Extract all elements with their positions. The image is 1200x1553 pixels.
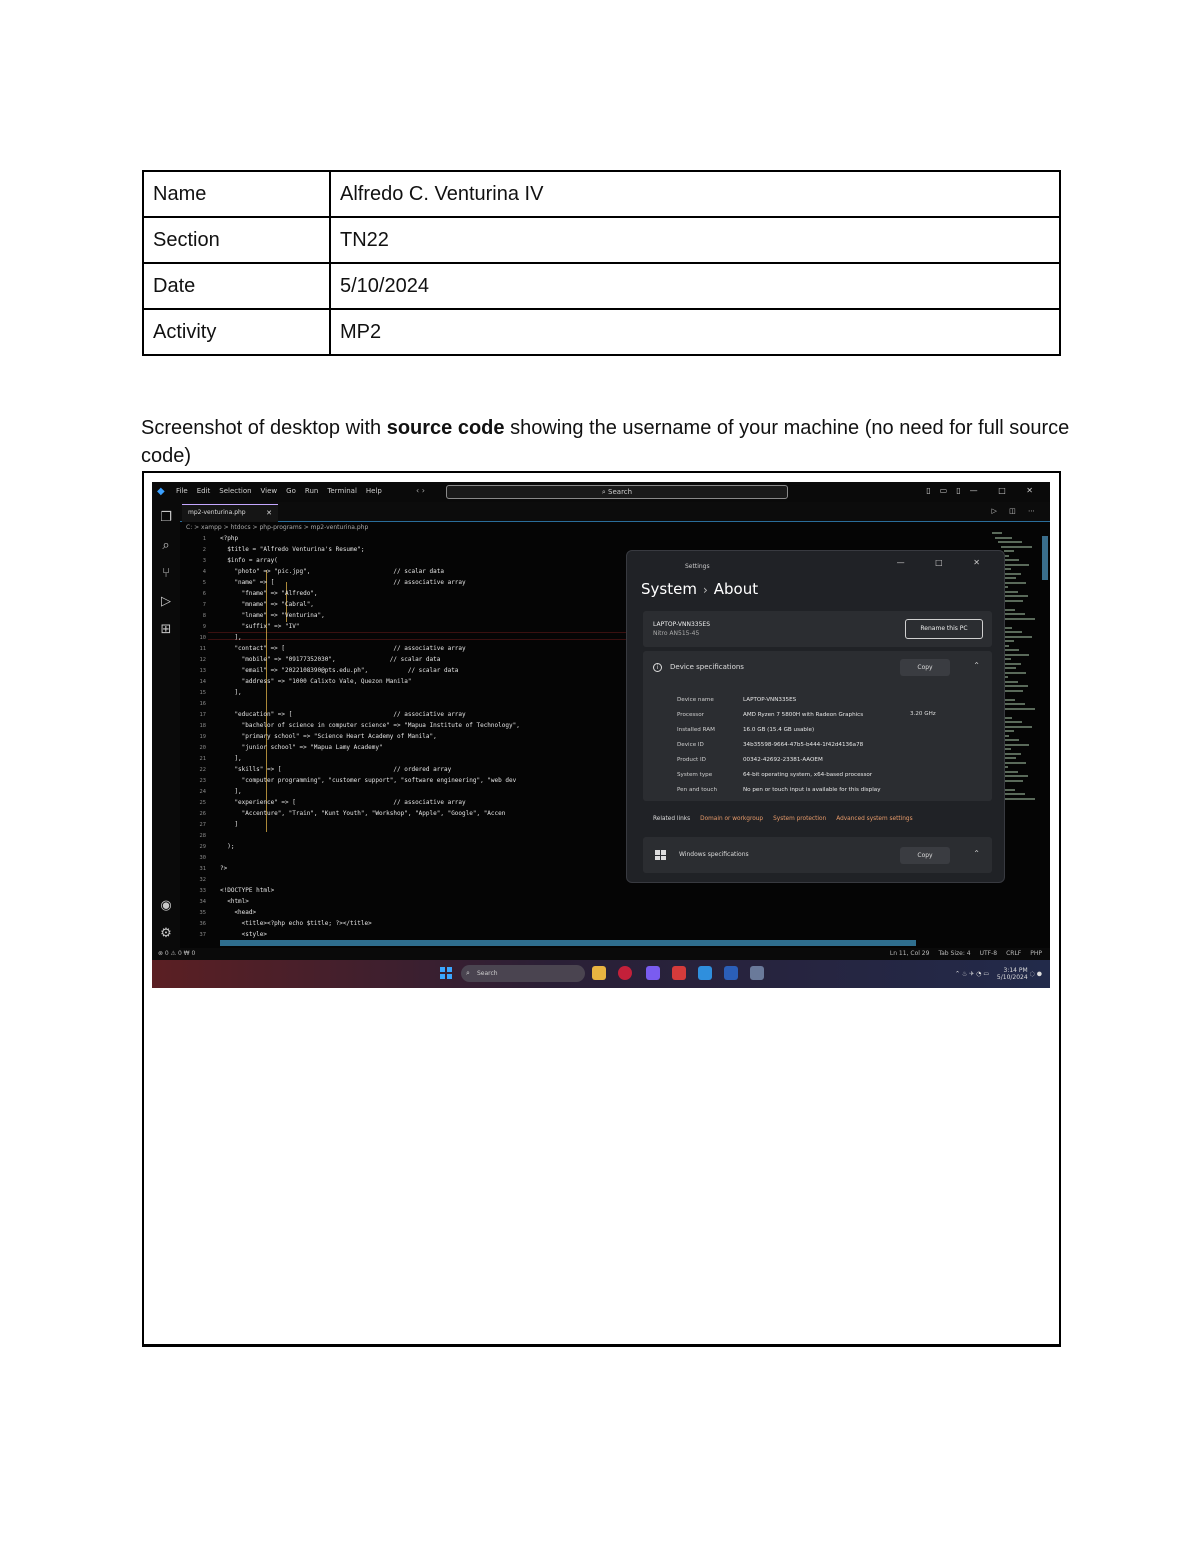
related-link[interactable]: Advanced system settings — [836, 816, 913, 822]
explorer-icon[interactable]: ❐ — [160, 510, 172, 525]
desktop-screenshot — [152, 482, 1050, 988]
code-line: "Accenture", "Train", "Kunt Youth", "Workshop", "Apple", "Google", "Accen — [220, 810, 506, 817]
line-number: 15 — [199, 690, 206, 696]
windows-taskbar — [152, 960, 1050, 988]
clock[interactable]: 3:14 PM 5/10/2024 — [996, 967, 1028, 981]
code-line: "lname" => "Venturina", — [220, 612, 325, 619]
info-row — [143, 263, 1060, 309]
rename-pc-button[interactable]: Rename this PC — [905, 619, 983, 639]
vscode-icon[interactable] — [698, 966, 712, 980]
code-line: ] — [220, 821, 239, 828]
line-number: 35 — [199, 910, 206, 916]
vertical-scrollbar[interactable] — [1042, 536, 1048, 580]
spec-row — [677, 742, 863, 748]
menu-item[interactable]: Edit — [196, 487, 211, 495]
page-title: System › About — [641, 580, 759, 598]
notification-icon[interactable]: ◌ ● — [1029, 970, 1042, 978]
activity-bar — [152, 502, 180, 960]
minimap-line — [995, 537, 1012, 539]
vscode-logo-icon: ◆ — [157, 486, 165, 497]
spec-value: No pen or touch input is available for this display — [743, 787, 881, 793]
code-line: "computer programming", "customer support", "software engineering", "web dev — [220, 777, 517, 784]
indent-guide — [266, 570, 267, 832]
info-value: Alfredo C. Venturina IV — [330, 171, 1060, 217]
code-line: <!DOCTYPE html> — [220, 887, 275, 894]
line-number: 29 — [199, 844, 206, 850]
code-line: ], — [220, 634, 242, 641]
line-number: 27 — [199, 822, 206, 828]
line-number: 20 — [199, 745, 206, 751]
line-number: 9 — [202, 624, 206, 630]
line-number: 26 — [199, 811, 206, 817]
line-number: 11 — [199, 646, 206, 652]
code-line: "fname" => "Alfredo", — [220, 590, 318, 597]
breadcrumb: C: > xampp > htdocs > php-programs > mp2-venturina.php — [186, 524, 369, 531]
line-number: 19 — [199, 734, 206, 740]
spec-row — [677, 712, 863, 718]
extensions-icon[interactable]: ⊞ — [160, 622, 172, 637]
code-line: $info = array( — [220, 557, 278, 564]
settings-app-icon[interactable] — [750, 966, 764, 980]
account-icon[interactable]: ◉ — [160, 898, 172, 913]
spec-row — [677, 772, 872, 778]
line-number: 28 — [199, 833, 206, 839]
status-bar — [152, 948, 1050, 960]
code-line: "name" => [ // associative array — [220, 579, 466, 586]
settings-window — [626, 550, 1005, 883]
menu-item[interactable]: Go — [286, 487, 296, 495]
spec-key: Device ID — [677, 742, 704, 748]
copy-device-specs-button[interactable]: Copy — [900, 659, 950, 676]
instruction-text: Screenshot of desktop with source code showing the username of your machine (no need for full source code) — [141, 417, 1070, 467]
code-line: "photo" => "pic.jpg", // scalar data — [220, 568, 444, 575]
pc-name-card — [643, 611, 992, 647]
line-number: 34 — [199, 899, 206, 905]
spec-row — [677, 727, 814, 733]
minimap-line — [992, 532, 1002, 534]
horizontal-scrollbar[interactable] — [220, 940, 916, 946]
run-debug-icon[interactable]: ▷ — [161, 594, 171, 609]
code-line: $title = "Alfredo Venturina's Resume"; — [220, 546, 365, 553]
line-number: 22 — [199, 767, 206, 773]
nav-arrows-icon[interactable]: ‹ › — [416, 486, 425, 495]
chevron-up-icon[interactable]: ⌃ — [973, 849, 980, 858]
info-label: Section — [143, 217, 330, 263]
menu-item[interactable]: Terminal — [327, 487, 357, 495]
problems-status[interactable]: ⊗ 0 ⚠ 0 ₩ 0 — [158, 950, 196, 957]
status-item[interactable]: CRLF — [1006, 950, 1022, 957]
minimap-line — [1001, 636, 1032, 638]
minimap-line — [1004, 618, 1035, 620]
menu-item[interactable]: View — [260, 487, 278, 495]
close-icon[interactable]: ✕ — [266, 509, 272, 517]
line-number: 14 — [199, 679, 206, 685]
line-number: 1 — [202, 536, 206, 542]
spec-key: Processor — [677, 712, 704, 718]
windows-specs-card: Windows specifications Copy ⌃ — [643, 837, 992, 873]
command-search[interactable]: ⌕ Search — [446, 485, 788, 499]
spec-row — [677, 787, 881, 793]
spec-value: 16.0 GB (15.4 GB usable) — [743, 727, 815, 733]
minimap-line — [1001, 726, 1032, 728]
editor-tabs — [180, 502, 1050, 522]
gear-icon[interactable]: ⚙ — [160, 926, 172, 941]
device-specs-header[interactable]: i Device specifications — [653, 663, 744, 672]
minimap-line — [1004, 663, 1021, 665]
line-number: 32 — [199, 877, 206, 883]
line-number: 7 — [202, 602, 206, 608]
spec-value: 00342-42692-23381-AAOEM — [743, 757, 823, 763]
search-icon[interactable]: ⌕ — [162, 538, 170, 553]
settings-window-controls-icon[interactable]: — □ ✕ — [896, 558, 994, 567]
current-line-highlight — [208, 632, 638, 640]
copy-windows-specs-button[interactable]: Copy — [900, 847, 950, 864]
minimap-line — [1004, 753, 1021, 755]
line-number: 18 — [199, 723, 206, 729]
info-label: Name — [143, 171, 330, 217]
spec-key: Pen and touch — [677, 787, 718, 793]
tab-mp2-file[interactable]: mp2-venturina.php ✕ — [182, 504, 278, 522]
line-number: 30 — [199, 855, 206, 861]
minimap-line — [1001, 546, 1032, 548]
line-number: 8 — [202, 613, 206, 619]
minimap-line — [1004, 798, 1035, 800]
line-number: 2 — [202, 547, 206, 553]
info-row — [143, 217, 1060, 263]
word-icon[interactable] — [724, 966, 738, 980]
device-specs-card — [643, 651, 992, 801]
info-value: 5/10/2024 — [330, 263, 1060, 309]
windows-start-icon[interactable] — [440, 967, 452, 979]
app-icon[interactable] — [672, 966, 686, 980]
minimap-line — [1004, 595, 1028, 597]
related-link[interactable]: Domain or workgroup — [700, 816, 764, 822]
system-tray — [955, 967, 1042, 981]
code-line: "suffix" => "IV" — [220, 623, 300, 630]
code-line: <style> — [220, 931, 267, 938]
line-number: 36 — [199, 921, 206, 927]
line-number: 17 — [199, 712, 206, 718]
minimap-line — [1004, 550, 1014, 552]
line-number: 16 — [199, 701, 206, 707]
instruction-bold: source code — [386, 417, 505, 439]
code-line: <title><?php echo $title; ?></title> — [220, 920, 372, 927]
related-link[interactable]: System protection — [773, 816, 827, 822]
menu-item[interactable]: Help — [365, 487, 382, 495]
search-icon: ⌕ — [466, 969, 470, 977]
minimap-line — [1004, 775, 1028, 777]
code-line: ?> — [220, 865, 228, 872]
spec-row — [677, 697, 796, 703]
status-item[interactable]: Ln 11, Col 29 — [889, 950, 930, 957]
taskbar-search[interactable]: ⌕ Search — [461, 965, 585, 982]
info-icon: i — [653, 663, 662, 672]
settings-title: Settings — [685, 563, 710, 570]
code-line: "education" => [ // associative array — [220, 711, 466, 718]
code-line: "address" => "1000 Calixto Vale, Quezon Manila" — [220, 678, 412, 685]
spec-key: Installed RAM — [677, 727, 715, 733]
vscode-titlebar — [152, 482, 1050, 502]
minimap-line — [1004, 730, 1014, 732]
code-line: "experience" => [ // associative array — [220, 799, 466, 806]
file-explorer-icon[interactable] — [592, 966, 606, 980]
info-row — [143, 309, 1060, 355]
line-number: 31 — [199, 866, 206, 872]
status-item[interactable]: UTF-8 — [979, 950, 998, 957]
line-number: 25 — [199, 800, 206, 806]
windows-logo-icon — [655, 850, 666, 860]
code-line: ], — [220, 689, 242, 696]
info-label: Activity — [143, 309, 330, 355]
line-number: 3 — [202, 558, 206, 564]
code-line: "junior school" => "Mapua Lamy Academy" — [220, 744, 383, 751]
info-label: Date — [143, 263, 330, 309]
processor-speed: 3.20 GHz — [910, 711, 936, 717]
code-line: "primary school" => "Science Heart Academy of Manila", — [220, 733, 437, 740]
spec-value: AMD Ryzen 7 5800H with Radeon Graphics — [743, 712, 864, 718]
line-number: 12 — [199, 657, 206, 663]
minimap-line — [1004, 640, 1014, 642]
info-value: TN22 — [330, 217, 1060, 263]
menu-item[interactable]: Selection — [219, 487, 252, 495]
code-line: "skills" => [ // ordered array — [220, 766, 452, 773]
tray-icons[interactable]: ⌃ ♨ ✈ ◔ ▭ — [955, 970, 989, 978]
chevron-up-icon[interactable]: ⌃ — [973, 661, 980, 670]
pc-model: Nitro AN515-45 — [653, 630, 700, 637]
opera-icon[interactable] — [618, 966, 632, 980]
minimap-line — [1004, 573, 1021, 575]
status-item[interactable]: Tab Size: 4 — [938, 950, 971, 957]
code-line: "contact" => [ // associative array — [220, 645, 466, 652]
menu-bar — [176, 487, 391, 495]
run-split-icon[interactable]: ▷ ◫ ⋯ — [991, 507, 1040, 515]
minimap-line — [998, 541, 1022, 543]
line-number: 5 — [202, 580, 206, 586]
spec-key: Device name — [677, 697, 714, 703]
line-number: 37 — [199, 932, 206, 938]
code-line: "mname" => "Cabral", — [220, 601, 314, 608]
source-control-icon[interactable]: ⑂ — [162, 566, 170, 581]
status-right — [881, 950, 1042, 957]
line-number: 13 — [199, 668, 206, 674]
menu-item[interactable]: File — [176, 487, 188, 495]
code-line: "bachelor of science in computer science" => "Mapua Institute of Technology", — [220, 722, 520, 729]
line-number: 6 — [202, 591, 206, 597]
window-controls-icon[interactable]: ▯▭▯— □ ✕ — [926, 486, 1042, 495]
code-line: "mobile" => "09177352030", // scalar data — [220, 656, 441, 663]
discord-icon[interactable] — [646, 966, 660, 980]
line-number: 24 — [199, 789, 206, 795]
menu-item[interactable]: Run — [304, 487, 319, 495]
status-item[interactable]: PHP — [1030, 950, 1042, 957]
spec-key: System type — [677, 772, 713, 778]
line-number: 21 — [199, 756, 206, 762]
spec-key: Product ID — [677, 757, 706, 763]
code-line: ); — [220, 843, 235, 850]
line-number: 33 — [199, 888, 206, 894]
code-line: "email" => "2022108390@pts.edu.ph", // scalar data — [220, 667, 459, 674]
info-table — [142, 170, 1061, 356]
code-line: ], — [220, 788, 242, 795]
spec-value: 34b35598-9664-47b5-b444-1f42d4136a78 — [743, 742, 864, 748]
related-links: Related links Domain or workgroup System protection Advanced system settings — [653, 816, 913, 822]
pc-name: LAPTOP-VNN335ES — [653, 621, 711, 628]
minimap-line — [1004, 685, 1028, 687]
line-number: 23 — [199, 778, 206, 784]
code-line: <?php — [220, 535, 239, 542]
spec-value: 64-bit operating system, x64-based processor — [743, 772, 873, 778]
spec-row — [677, 757, 823, 763]
info-row — [143, 171, 1060, 217]
line-number: 10 — [199, 635, 206, 641]
code-line: <html> — [220, 898, 249, 905]
info-value: MP2 — [330, 309, 1060, 355]
line-number: 4 — [202, 569, 206, 575]
spec-value: LAPTOP-VNN335ES — [743, 697, 797, 703]
code-line: <head> — [220, 909, 257, 916]
minimap-line — [1004, 708, 1035, 710]
code-line: ], — [220, 755, 242, 762]
